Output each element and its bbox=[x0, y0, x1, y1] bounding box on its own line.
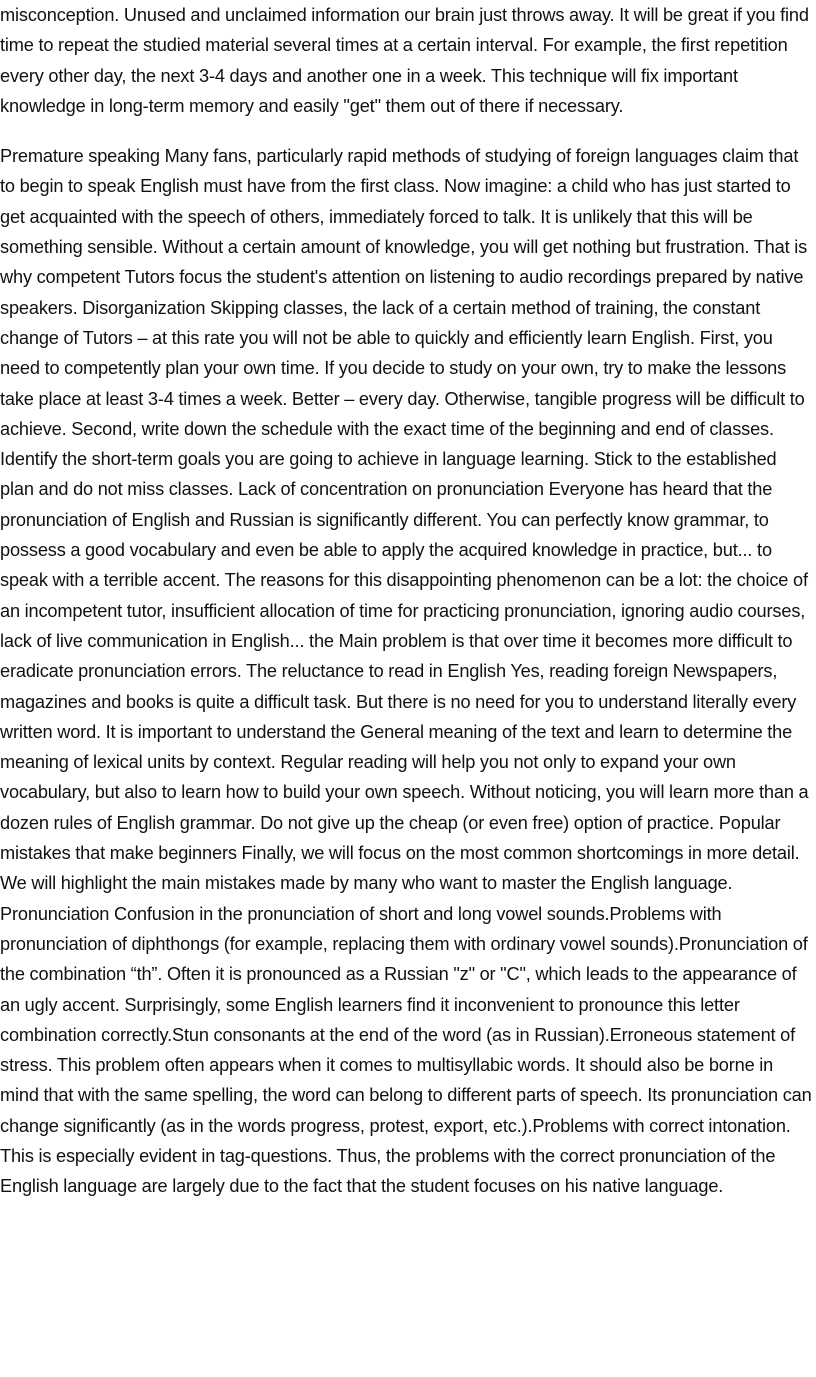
paragraph-common-mistakes: Premature speaking Many fans, particularly rapid methods of studying of foreign languages claim that to begin to speak English must have from the first class. Now imagine: a child who has just started to get acquainted with the speech of others, immediately forced to talk. It is unlikely that this will be something sensible. Without a certain amount of knowledge, you will get nothing but frustration. That is why competent Tutors focus the student's attention on listening to audio recordings prepared by native speakers. Disorganization Skipping classes, the lack of a certain method of training, the constant change of Tutors – at this rate you will not be able to quickly and efficiently learn English. First, you need to competently plan your own time. If you decide to study on your own, try to make the lessons take place at least 3-4 times a week. Better – every day. Otherwise, tangible progress will be difficult to achieve. Second, write down the schedule with the exact time of the beginning and end of classes. Identify the short-term goals you are going to achieve in language learning. Stick to the established plan and do not miss classes. Lack of concentration on pronunciation Everyone has heard that the pronunciation of English and Russian is significantly different. You can perfectly know grammar, to possess a good vocabulary and even be able to apply the acquired knowledge in practice, but... to speak with a terrible accent. The reasons for this disappointing phenomenon can be a lot: the choice of an incompetent tutor, insufficient allocation of time for practicing pronunciation, ignoring audio courses, lack of live communication in English... the Main problem is that over time it becomes more difficult to eradicate pronunciation errors. The reluctance to read in English Yes, reading foreign Newspapers, magazines and books is quite a difficult task. But there is no need for you to understand literally every written word. It is important to understand the General meaning of the text and learn to determine the meaning of lexical units by context. Regular reading will help you not only to expand your own vocabulary, but also to learn how to build your own speech. Without noticing, you will learn more than a dozen rules of English grammar. Do not give up the cheap (or even free) option of practice. Popular mistakes that make beginners Finally, we will focus on the most common shortcomings in more detail. We will highlight the main mistakes made by many who want to master the English language. Pronunciation Confusion in the pronunciation of short and long vowel sounds.Problems with pronunciation of diphthongs (for example, replacing them with ordinary vowel sounds).Pronunciation of the combination “th”. Often it is pronounced as a Russian "z" or "C", which leads to the appearance of an ugly accent. Surprisingly, some English learners find it inconvenient to pronounce this letter combination correctly.Stun consonants at the end of the word (as in Russian).Erroneous statement of stress. This problem often appears when it comes to multisyllabic words. It should also be borne in mind that with the same spelling, the word can belong to different parts of speech. Its pronunciation can change significantly (as in the words progress, protest, export, etc.).Problems with correct intonation. This is especially evident in tag-questions. Thus, the problems with the correct pronunciation of the English language are largely due to the fact that the student focuses on his native language. bbox=[0, 146, 812, 1197]
paragraph-repetition: misconception. Unused and unclaimed information our brain just throws away. It will be great if you find time to repeat the studied material several times at a certain interval. For example, the first repetition every other day, the next 3-4 days and another one in a week. This technique will fix important knowledge in long-term memory and easily "get" them out of there if necessary. bbox=[0, 5, 809, 116]
